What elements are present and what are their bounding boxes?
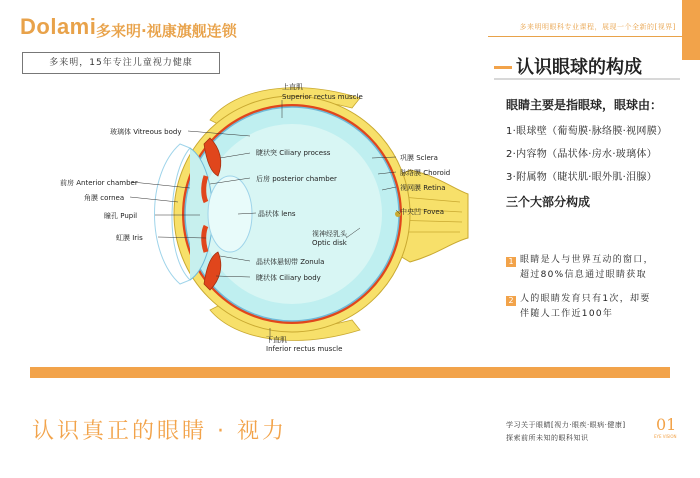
note-item [520, 253, 690, 283]
note-line: 伴随人工作近100年 [520, 309, 614, 319]
label-fovea: 中央凹 Fovea [400, 208, 445, 216]
label-superior-rectus-en: Superior rectus muscle [282, 93, 363, 101]
label-zonula: 晶状体悬韧带 Zonula [256, 258, 325, 266]
list-item: 1·眼球壁（葡萄膜·脉络膜·视网膜） [506, 126, 668, 137]
note-number-badge: 2 [506, 296, 516, 306]
label-inferior-rectus-en: Inferior rectus muscle [266, 345, 343, 353]
page-number: 01 [656, 415, 677, 434]
label-iris: 虹膜 Iris [116, 234, 143, 242]
note-line: 人的眼睛发育只有1次，却要 [520, 294, 651, 304]
label-optic-disk-cn: 视神经乳头 [312, 230, 347, 238]
note-line: 超过80%信息通过眼睛获取 [520, 270, 647, 280]
page-number-caption: EYE VISION [654, 434, 677, 439]
label-ciliary-body: 睫状体 Ciliary body [256, 274, 321, 282]
section-title-marker [494, 66, 512, 69]
label-choroid: 脉络膜 Choroid [400, 169, 451, 177]
label-optic-disk-en: Optic disk [312, 239, 347, 247]
note-line: 眼睛是人与世界互动的窗口， [520, 255, 654, 265]
section-summary: 三个大部分构成 [506, 195, 591, 209]
label-lens: 晶状体 lens [258, 210, 296, 218]
label-sclera: 巩膜 Sclera [400, 154, 438, 162]
header-divider [488, 36, 700, 37]
label-ciliary-process: 睫状突 Ciliary process [256, 149, 331, 157]
brand-logo: Dolami [20, 14, 97, 39]
note-number-badge: 1 [506, 257, 516, 267]
section-intro: 眼睛主要是指眼球，眼球由： [506, 98, 663, 112]
list-item: 3·附属物（睫状肌·眼外肌·泪腺） [506, 172, 657, 183]
label-superior-rectus-cn: 上直肌 [282, 83, 303, 91]
label-pupil: 瞳孔 Pupil [104, 212, 138, 220]
iris-bottom [204, 226, 206, 252]
label-inferior-rectus-cn: 下直肌 [266, 336, 287, 344]
label-vitreous: 玻璃体 Vitreous body [110, 128, 182, 136]
note-item [520, 292, 690, 322]
list-item: 2·内容物（晶状体·房水·玻璃体） [506, 149, 657, 160]
label-retina: 视网膜 Retina [400, 184, 446, 192]
section-title: 认识眼球的构成 [516, 57, 642, 78]
footer-learn [506, 419, 626, 445]
footer-slogan: 认识真正的眼睛 · 视力 [32, 419, 287, 444]
label-cornea: 角膜 cornea [84, 194, 125, 202]
corner-tab [682, 0, 700, 60]
footer-learn-line: 探索前所未知的眼科知识 [506, 434, 589, 442]
eye-diagram [60, 78, 480, 368]
section-title-underline [494, 78, 680, 80]
label-anterior-chamber: 前房 Anterior chamber [60, 179, 138, 187]
brand-name: 多来明·视康旗舰连锁 [96, 22, 237, 40]
label-posterior-chamber: 后房 posterior chamber [256, 175, 337, 183]
course-tagline: 多来明明眼科专业课程，展现一个全新的[视界] [519, 23, 676, 31]
iris-top [204, 176, 206, 202]
tagline-box: 多来明，15年专注儿童视力健康 [22, 52, 220, 74]
footer-accent-bar [30, 367, 670, 378]
lens-shape [208, 176, 252, 252]
footer-learn-line: 学习关于眼睛[视力·眼疾·眼病·健康] [506, 421, 626, 429]
